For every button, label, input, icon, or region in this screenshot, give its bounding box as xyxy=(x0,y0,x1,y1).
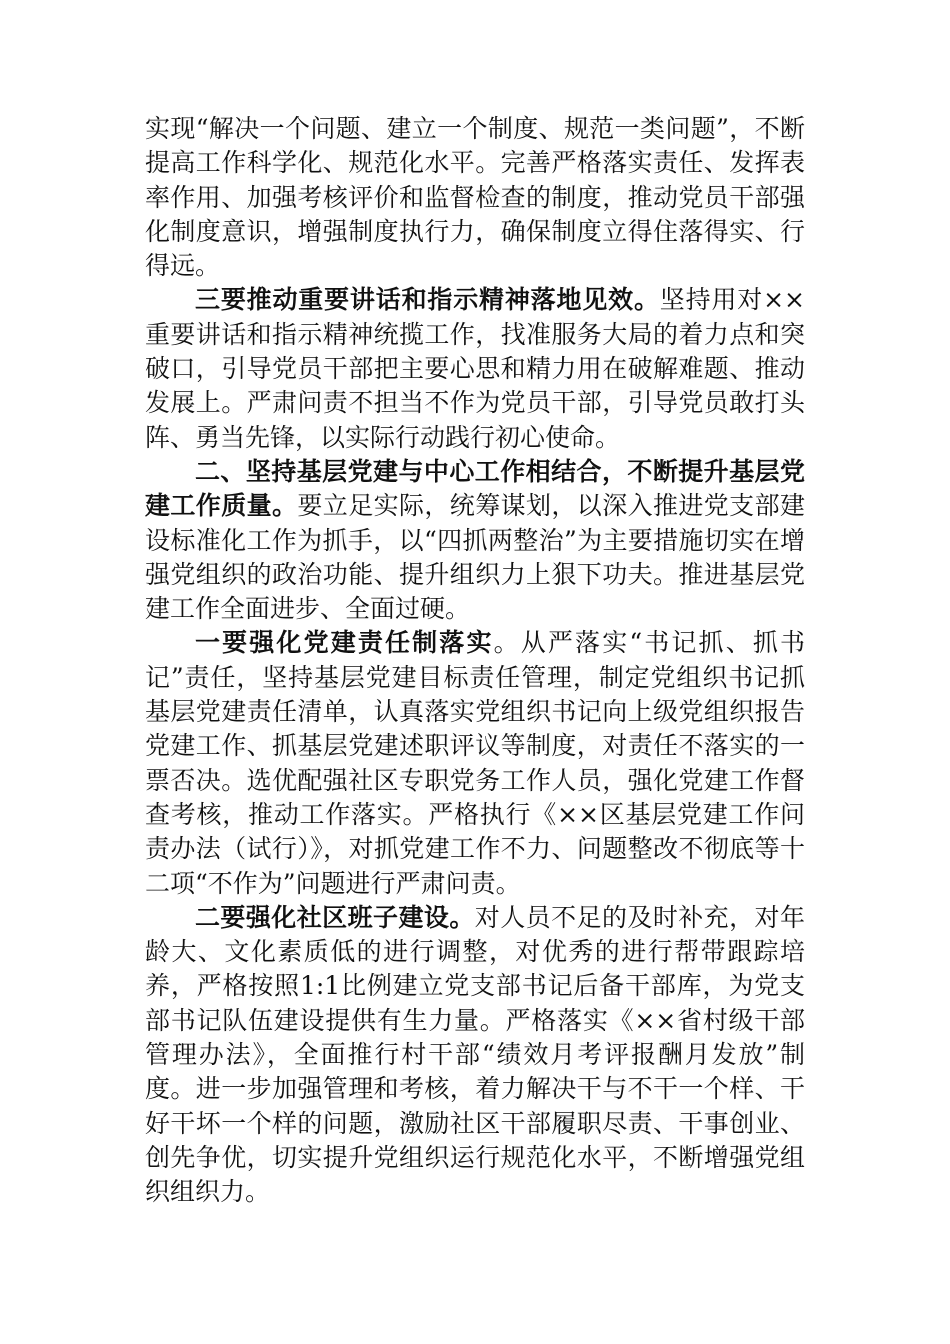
paragraph-1-body: 实现“解决一个问题、建立一个制度、规范一类问题”，不断提高工作科学化、规范化水平。完善严格落实责任、发挥表率作用、加强考核评价和监督检查的制度，推动党员干部强化制度意识，增强制度执行力，确保制度立得住落得实、行得远。 xyxy=(145,114,805,281)
paragraph-2 xyxy=(145,283,805,454)
paragraph-5-lead: 二要强化社区班子建设。 xyxy=(195,902,475,932)
paragraph-4-lead: 一要强化党建责任制落实 xyxy=(195,628,494,658)
paragraph-2-lead: 三要推动重要讲话和指示精神落地见效。 xyxy=(195,285,660,315)
paragraph-3-body: 要立足实际，统筹谋划，以深入推进党支部建设标准化工作为抓手，以“四抓两整治”为主要措施切实在增强党组织的政治功能、提升组织力上狠下功夫。推进基层党建工作全面进步、全面过硬。 xyxy=(145,491,805,624)
paragraph-4-body: 。从严落实“书记抓、抓书记”责任，坚持基层党建目标责任管理，制定党组织书记抓基层党建责任清单，认真落实党组织书记向上级党组织报告党建工作、抓基层党建述职评议等制度，对责任不落实的一票否决。选优配强社区专职党务工作人员，强化党建工作督查考核，推动工作落实。严格执行《××区基层党建工作问责办法（试行）》，对抓党建工作不力、问题整改不彻底等十二项“不作为”问题进行严肃问责。 xyxy=(145,628,805,898)
paragraph-5-body: 对人员不足的及时补充，对年龄大、文化素质低的进行调整，对优秀的进行帮带跟踪培养，严格按照1:1比例建立党支部书记后备干部库，为党支部书记队伍建设提供有生力量。严格落实《××省村级干部管理办法》，全面推行村干部“绩效月考评报酬月发放”制度。进一步加强管理和考核，着力解决干与不干一个样、干好干坏一个样的问题，激励社区干部履职尽责、干事创业、创先争优，切实提升党组织运行规范化水平，不断增强党组织组织力。 xyxy=(145,902,805,1207)
paragraph-3 xyxy=(145,455,805,626)
document-page xyxy=(145,112,805,1210)
paragraph-2-body: 坚持用对××重要讲话和指示精神统揽工作，找准服务大局的着力点和突破口，引导党员干部把主要心思和精力用在破解难题、推动发展上。严肃问责不担当不作为党员干部，引导党员敢打头阵、勇当先锋，以实际行动践行初心使命。 xyxy=(145,285,805,452)
paragraph-4 xyxy=(145,626,805,900)
paragraph-1 xyxy=(145,112,805,283)
paragraph-3-lead: 二、坚持基层党建与中心工作相结合，不断提升基层党建工作质量。 xyxy=(145,456,805,521)
paragraph-5 xyxy=(145,901,805,1210)
